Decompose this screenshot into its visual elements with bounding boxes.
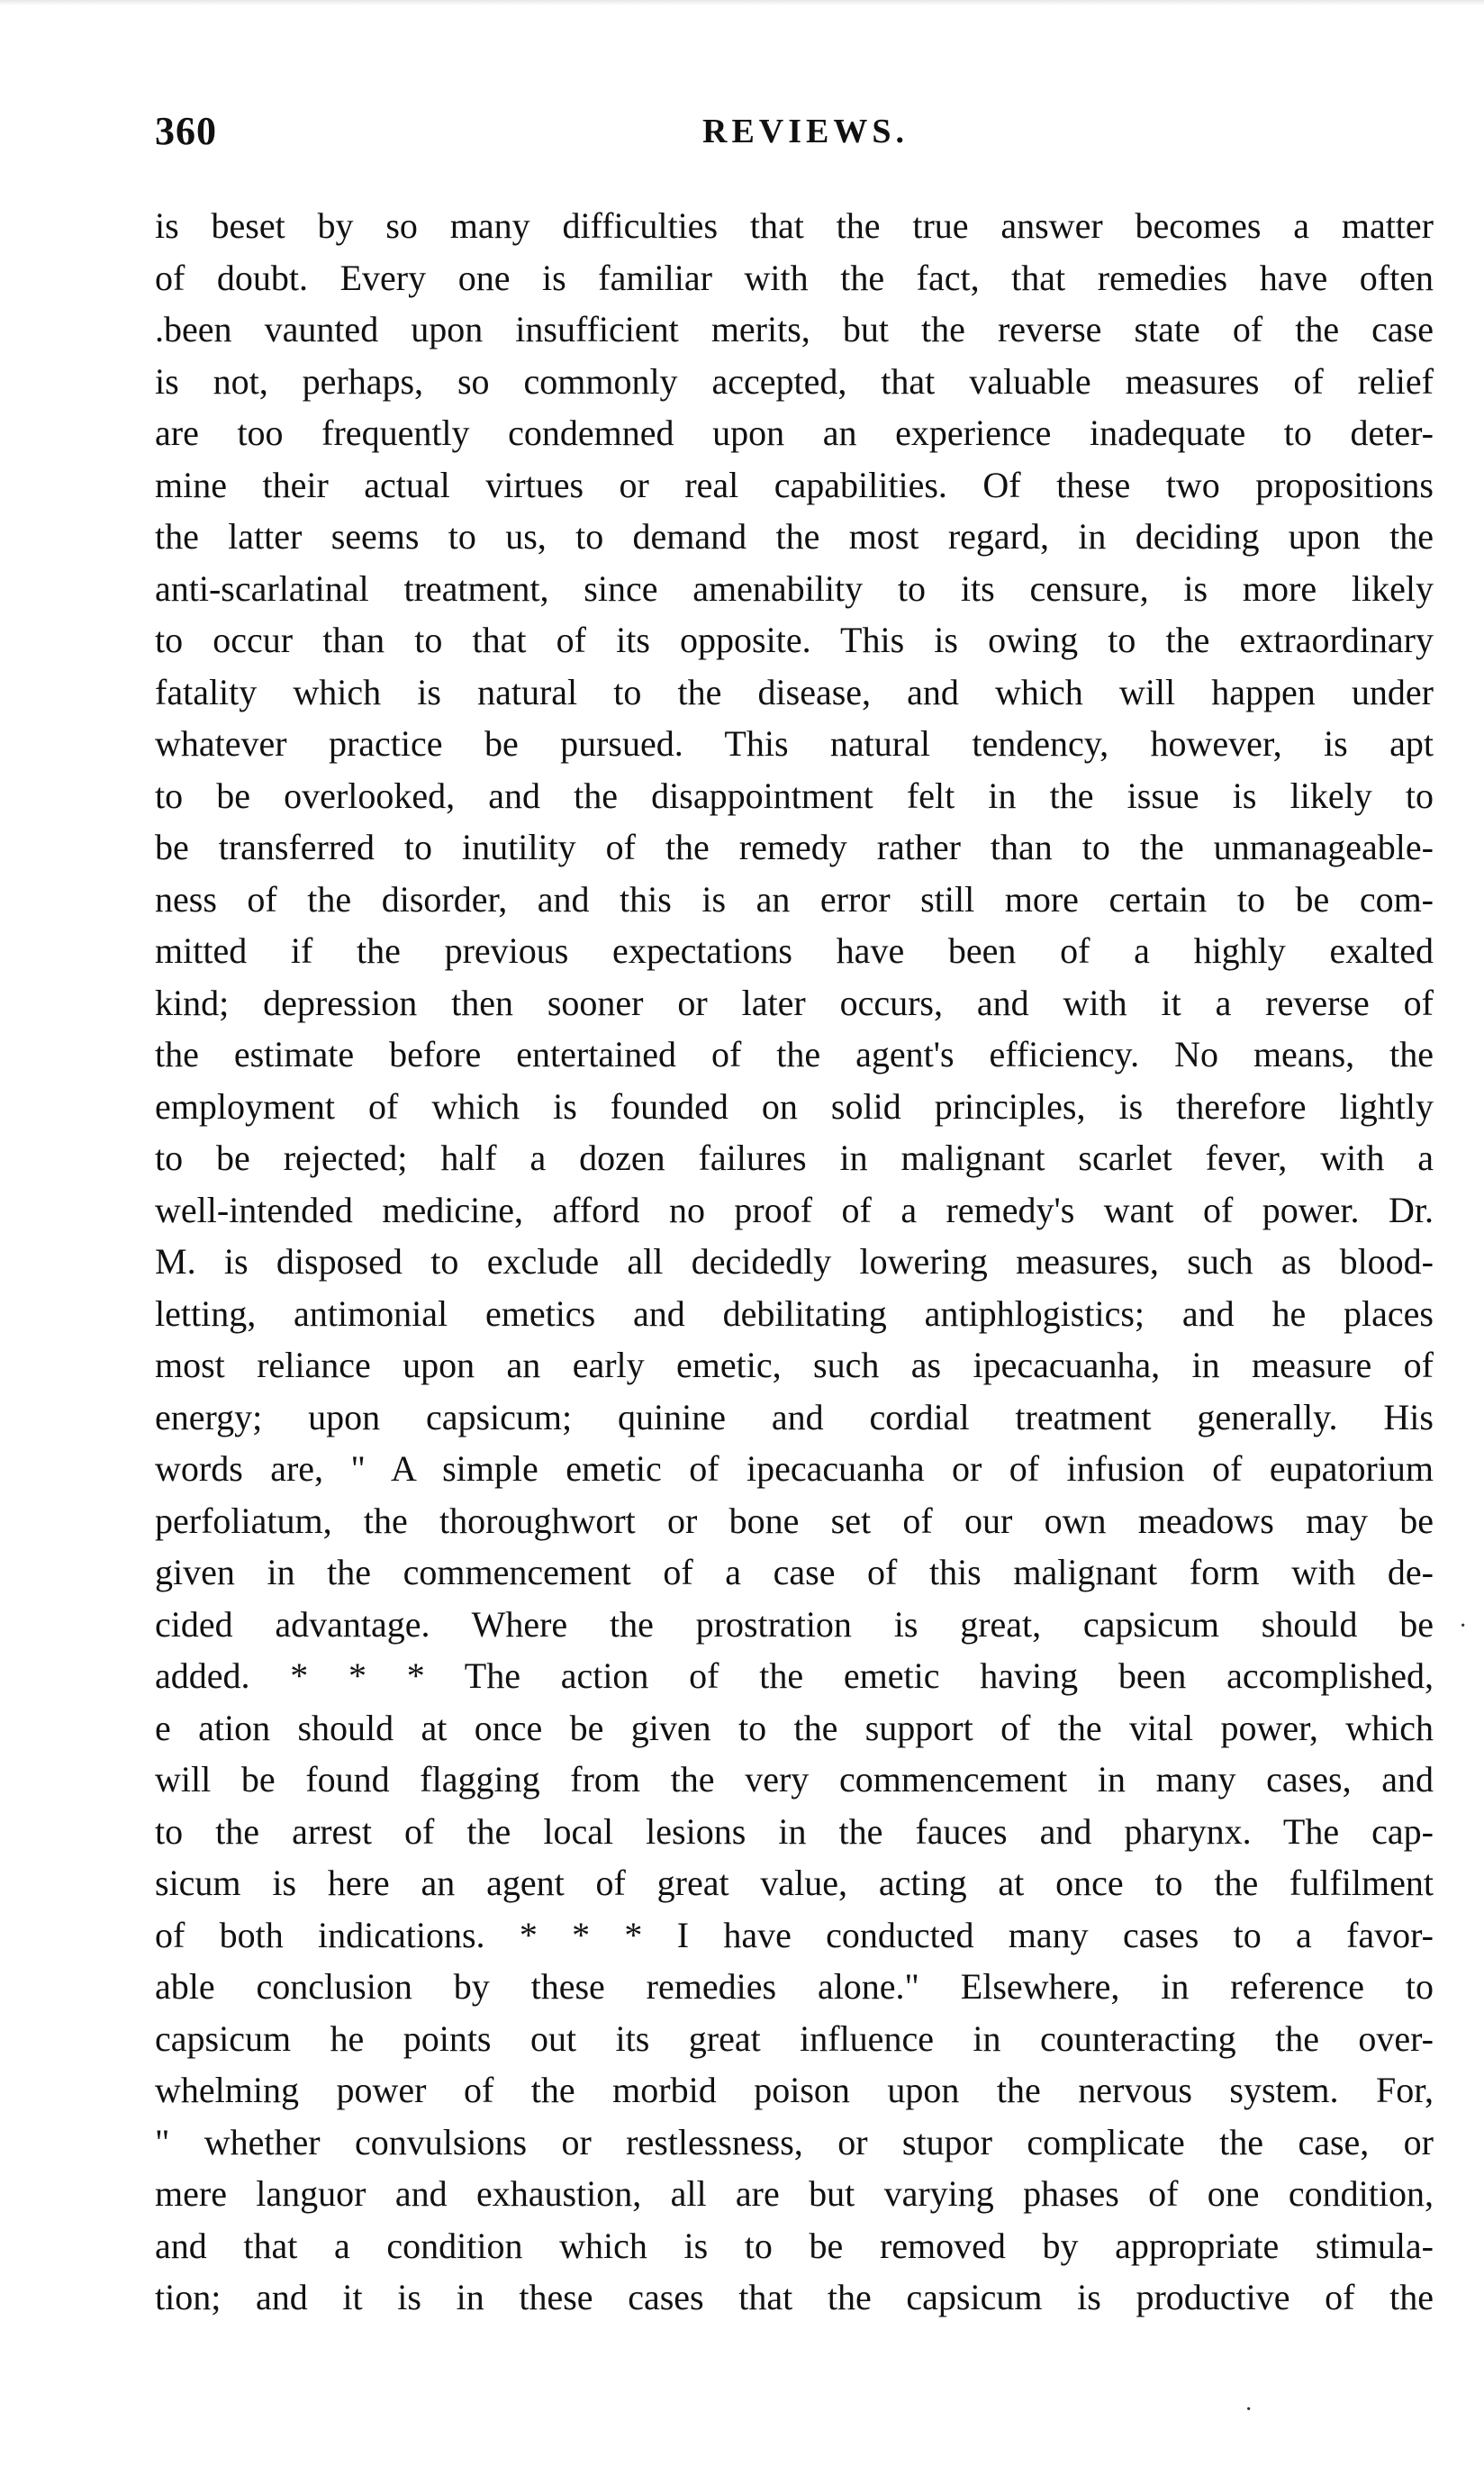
text-line: well-intended medicine, afford no proof of a remedy's want of power. Dr.	[155, 1189, 1434, 1230]
text-line: mine their actual virtues or real capabilities. Of these two propositions	[155, 464, 1434, 505]
text-line: kind; depression then sooner or later occurs, and with it a reverse of	[155, 982, 1434, 1023]
text-line: energy; upon capsicum; quinine and cordial treatment generally. His	[155, 1396, 1434, 1437]
text-line: anti-scarlatinal treatment, since amenability to its censure, is more likely	[155, 567, 1434, 609]
text-line: mitted if the previous expectations have been of a highly exalted	[155, 930, 1434, 971]
text-line: added. * * * The action of the emetic having been accomplished,	[155, 1655, 1434, 1696]
text-line: fatality which is natural to the disease, and which will happen under	[155, 671, 1434, 712]
text-line: able conclusion by these remedies alone." Elsewhere, in reference to	[155, 1966, 1434, 2007]
body-text	[155, 200, 1434, 2324]
text-line: perfoliatum, the thoroughwort or bone set of our own meadows may be	[155, 1500, 1434, 1541]
text-line: of both indications. * * * I have conducted many cases to a favor-	[155, 1914, 1434, 1955]
text-line: cided advantage. Where the prostration is great, capsicum should be	[155, 1603, 1434, 1645]
text-line: to the arrest of the local lesions in the fauces and pharynx. The cap-	[155, 1810, 1434, 1852]
text-line: .been vaunted upon insufficient merits, but the reverse state of the case	[155, 309, 1434, 349]
text-line: is not, perhaps, so commonly accepted, that valuable measures of relief	[155, 360, 1434, 402]
text-line: to be overlooked, and the disappointment felt in the issue is likely to	[155, 775, 1434, 816]
text-line: most reliance upon an early emetic, such as ipecacuanha, in measure of	[155, 1345, 1434, 1385]
text-line: words are, " A simple emetic of ipecacuanha or of infusion of eupatorium	[155, 1448, 1434, 1489]
running-head: REVIEWS.	[702, 113, 909, 150]
text-line: of doubt. Every one is familiar with the fact, that remedies have often	[155, 257, 1434, 298]
text-line: mere languor and exhaustion, all are but varying phases of one condition,	[155, 2173, 1434, 2214]
text-line: " whether convulsions or restlessness, or stupor complicate the case, or	[155, 2121, 1434, 2162]
text-line: capsicum he points out its great influence in counteracting the over-	[155, 2017, 1434, 2059]
text-line: the estimate before entertained of the agent's efficiency. No means, the	[155, 1034, 1434, 1074]
text-line: will be found flagging from the very commencement in many cases, and	[155, 1759, 1434, 1800]
text-line: the latter seems to us, to demand the most regard, in deciding upon the	[155, 516, 1434, 557]
text-line: to occur than to that of its opposite. This is owing to the extraordinary	[155, 620, 1434, 660]
text-line: be transferred to inutility of the remedy rather than to the unmanageable-	[155, 827, 1434, 867]
text-line: whatever practice be pursued. This natural tendency, however, is apt	[155, 723, 1434, 764]
text-line: e ation should at once be given to the support of the vital power, which	[155, 1707, 1434, 1748]
page-top-edge	[0, 0, 1484, 5]
text-line: ness of the disorder, and this is an error still more certain to be com-	[155, 878, 1434, 920]
text-line: is beset by so many difficulties that the true answer becomes a matter	[155, 205, 1434, 246]
text-line: M. is disposed to exclude all decidedly lowering measures, such as blood-	[155, 1241, 1434, 1282]
text-line: whelming power of the morbid poison upon the nervous system. For,	[155, 2070, 1434, 2110]
text-line: given in the commencement of a case of this malignant form with de-	[155, 1552, 1434, 1592]
margin-speck: ·	[1459, 1612, 1468, 1640]
text-line: and that a condition which is to be removed by appropriate stimula-	[155, 2225, 1434, 2266]
text-line: letting, antimonial emetics and debilitating antiphlogistics; and he places	[155, 1292, 1434, 1334]
margin-speck: ·	[1244, 2396, 1253, 2424]
text-line: tion; and it is in these cases that the capsicum is productive of the	[155, 2277, 1434, 2317]
page-number: 360	[155, 109, 217, 153]
text-line: are too frequently condemned upon an experience inadequate to deter-	[155, 412, 1434, 453]
text-line: to be rejected; half a dozen failures in malignant scarlet fever, with a	[155, 1138, 1434, 1178]
text-line: sicum is here an agent of great value, acting at once to the fulfilment	[155, 1863, 1434, 1903]
text-line: employment of which is founded on solid principles, is therefore lightly	[155, 1085, 1434, 1127]
